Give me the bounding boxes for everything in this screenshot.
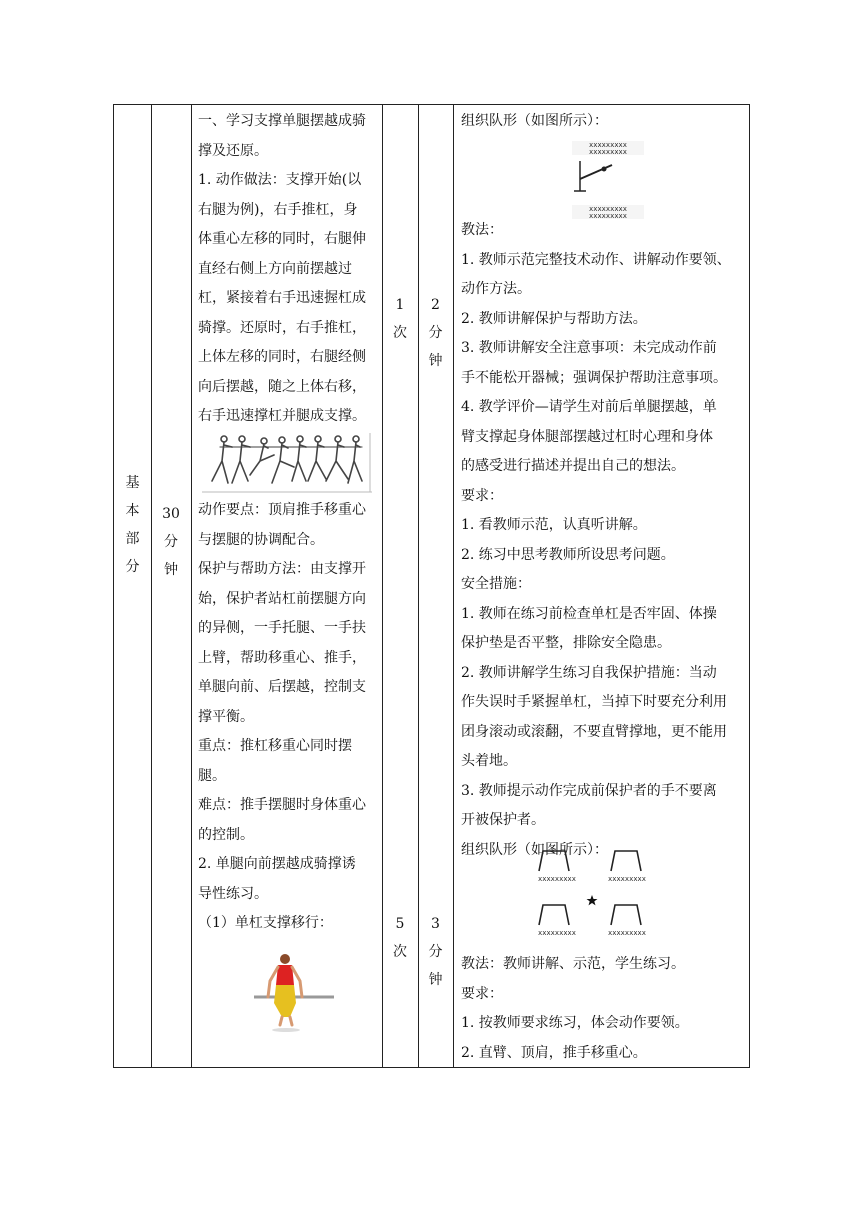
method-line: 4. 教学评价—请学生对前后单腿摆越，单 xyxy=(461,399,717,415)
content-line: 骑撑。还原时，右手推杠， xyxy=(198,319,366,336)
duration-1 xyxy=(418,291,453,375)
reps-line: 1 xyxy=(395,297,405,313)
duration-2 xyxy=(418,910,453,994)
method-line: 2. 直臂、顶肩，推手移重心。 xyxy=(461,1044,647,1061)
content-line: 腿。 xyxy=(198,767,226,784)
method-line: 动作方法。 xyxy=(461,281,531,297)
formation-row: xxxxxxxxx xyxy=(538,929,576,937)
content-line: （1）单杠支撑移行： xyxy=(198,915,333,931)
content-line: 始，保护者站杠前摆腿方向 xyxy=(198,590,366,607)
content-line: 导性练习。 xyxy=(198,885,268,902)
method-line: 头着地。 xyxy=(461,753,517,769)
section-char: 部 xyxy=(125,531,140,547)
content-line: 重点：推杠移重心同时摆 xyxy=(198,738,352,754)
method-line: 1. 教师在练习前检查单杠是否牢固、体操 xyxy=(461,605,717,622)
section-time xyxy=(151,500,191,584)
content-line: 撑及还原。 xyxy=(198,142,268,159)
formation-diagram-1 xyxy=(568,139,648,225)
formation-row: xxxxxxxxx xyxy=(608,875,646,883)
section-char: 基 xyxy=(125,475,140,491)
content-line: 体重心左移的同时，右腿伸 xyxy=(198,231,366,247)
content-line: 与摆腿的协调配合。 xyxy=(198,531,324,548)
section-char: 本 xyxy=(125,503,140,519)
method-line: 1. 按教师要求练习，体会动作要领。 xyxy=(461,1015,689,1031)
content-line: 一、学习支撑单腿摆越成骑 xyxy=(198,113,366,129)
method-line: 手不能松开器械；强调保护帮助注意事项。 xyxy=(461,369,727,386)
content-line: 向后摆越，随之上体右移， xyxy=(198,378,366,395)
method-block-2 xyxy=(461,950,749,1068)
time-line: 分 xyxy=(164,534,178,550)
method-line: 教法： xyxy=(461,222,503,238)
content-line: 难点：推手摆腿时身体重心 xyxy=(198,797,366,813)
col-divider xyxy=(191,105,192,1067)
method-line: 团身滚动或滚翻，不要直臂撑地，更不能用 xyxy=(461,723,727,740)
method-line: 要求： xyxy=(461,985,503,1002)
content-line: 上体左移的同时，右腿经侧 xyxy=(198,349,366,365)
section-label xyxy=(114,469,151,581)
formation-row: xxxxxxxxx xyxy=(608,929,646,937)
method-line: 2. 教师讲解保护与帮助方法。 xyxy=(461,310,647,327)
duration-line: 钟 xyxy=(428,972,443,988)
duration-line: 钟 xyxy=(428,353,443,369)
method-line: 1. 教师示范完整技术动作、讲解动作要领、 xyxy=(461,251,731,268)
method-line: 2. 教师讲解学生练习自我保护措施：当动 xyxy=(461,664,717,681)
reps-1 xyxy=(382,291,418,347)
content-line: 右手迅速撑杠并腿成支撑。 xyxy=(198,408,366,424)
formation-diagram-2 xyxy=(527,847,657,939)
content-line: 的异侧，一手托腿、一手扶 xyxy=(198,620,366,636)
content-line: 上臂，帮助移重心、推手， xyxy=(198,649,366,666)
method-line: 安全措施： xyxy=(461,576,531,592)
content-line: 动作要点：顶肩推手移重心 xyxy=(198,502,366,518)
method-line: 1. 看教师示范，认真听讲解。 xyxy=(461,517,647,533)
formation-row: xxxxxxxxx xyxy=(538,875,576,883)
formation-row: xxxxxxxxx xyxy=(589,205,627,213)
formation-row: xxxxxxxxx xyxy=(589,212,627,220)
method-line: 要求： xyxy=(461,487,503,504)
duration-line: 2 xyxy=(431,297,440,313)
formation-row: xxxxxxxxx xyxy=(589,141,627,149)
method-line: 的感受进行描述并提出自己的想法。 xyxy=(461,458,685,474)
duration-line: 3 xyxy=(431,916,440,932)
method-block-1 xyxy=(461,216,749,865)
content-block-1 xyxy=(198,107,380,432)
content-block-2 xyxy=(198,496,380,939)
method-line: 开被保护者。 xyxy=(461,812,545,828)
method-line: 3. 教师提示动作完成前保护者的手不要离 xyxy=(461,782,717,799)
col-divider xyxy=(151,105,152,1067)
method-line: 教法：教师讲解、示范，学生练习。 xyxy=(461,956,685,972)
duration-line: 分 xyxy=(428,325,443,341)
method-line: 2. 练习中思考教师所设思考问题。 xyxy=(461,546,675,563)
content-line: 1. 动作做法：支撑开始(以 xyxy=(198,172,362,188)
motion-sequence-image xyxy=(202,431,372,493)
method-line: 组织队形（如图所示）： xyxy=(461,841,608,858)
method-line: 作失误时手紧握单杠，当掉下时要充分利用 xyxy=(461,694,727,710)
content-line: 单腿向前、后摆越，控制支 xyxy=(198,679,366,695)
reps-line: 次 xyxy=(393,944,407,960)
method-heading-1 xyxy=(461,107,749,137)
section-char: 分 xyxy=(125,559,140,575)
content-line: 右腿为例)，右手推杠，身 xyxy=(198,201,358,218)
content-line: 的控制。 xyxy=(198,826,254,843)
content-line: 直经右侧上方向前摆越过 xyxy=(198,260,352,277)
method-line: 保护垫是否平整，排除安全隐患。 xyxy=(461,635,671,651)
method-line: 3. 教师讲解安全注意事项：未完成动作前 xyxy=(461,340,717,356)
time-line: 钟 xyxy=(164,562,178,578)
content-line: 撑平衡。 xyxy=(198,708,254,725)
reps-line: 次 xyxy=(393,325,407,341)
reps-2 xyxy=(382,910,418,966)
formation-row: xxxxxxxxx xyxy=(589,148,627,156)
method-line: 臂支撑起身体腿部摆越过杠时心理和身体 xyxy=(461,428,713,445)
gymnast-image xyxy=(254,951,334,1033)
col-divider xyxy=(453,105,454,1067)
time-line: 30 xyxy=(162,506,180,522)
duration-line: 分 xyxy=(428,944,443,960)
method-line: 组织队形（如图所示）： xyxy=(461,113,608,129)
content-line: 杠，紧接着右手迅速握杠成 xyxy=(198,290,366,306)
reps-line: 5 xyxy=(395,916,405,932)
content-line: 保护与帮助方法：由支撑开 xyxy=(198,561,366,577)
teacher-star-icon xyxy=(587,895,598,905)
lesson-table xyxy=(113,104,750,1068)
content-line: 2. 单腿向前摆越成骑撑诱 xyxy=(198,856,356,872)
